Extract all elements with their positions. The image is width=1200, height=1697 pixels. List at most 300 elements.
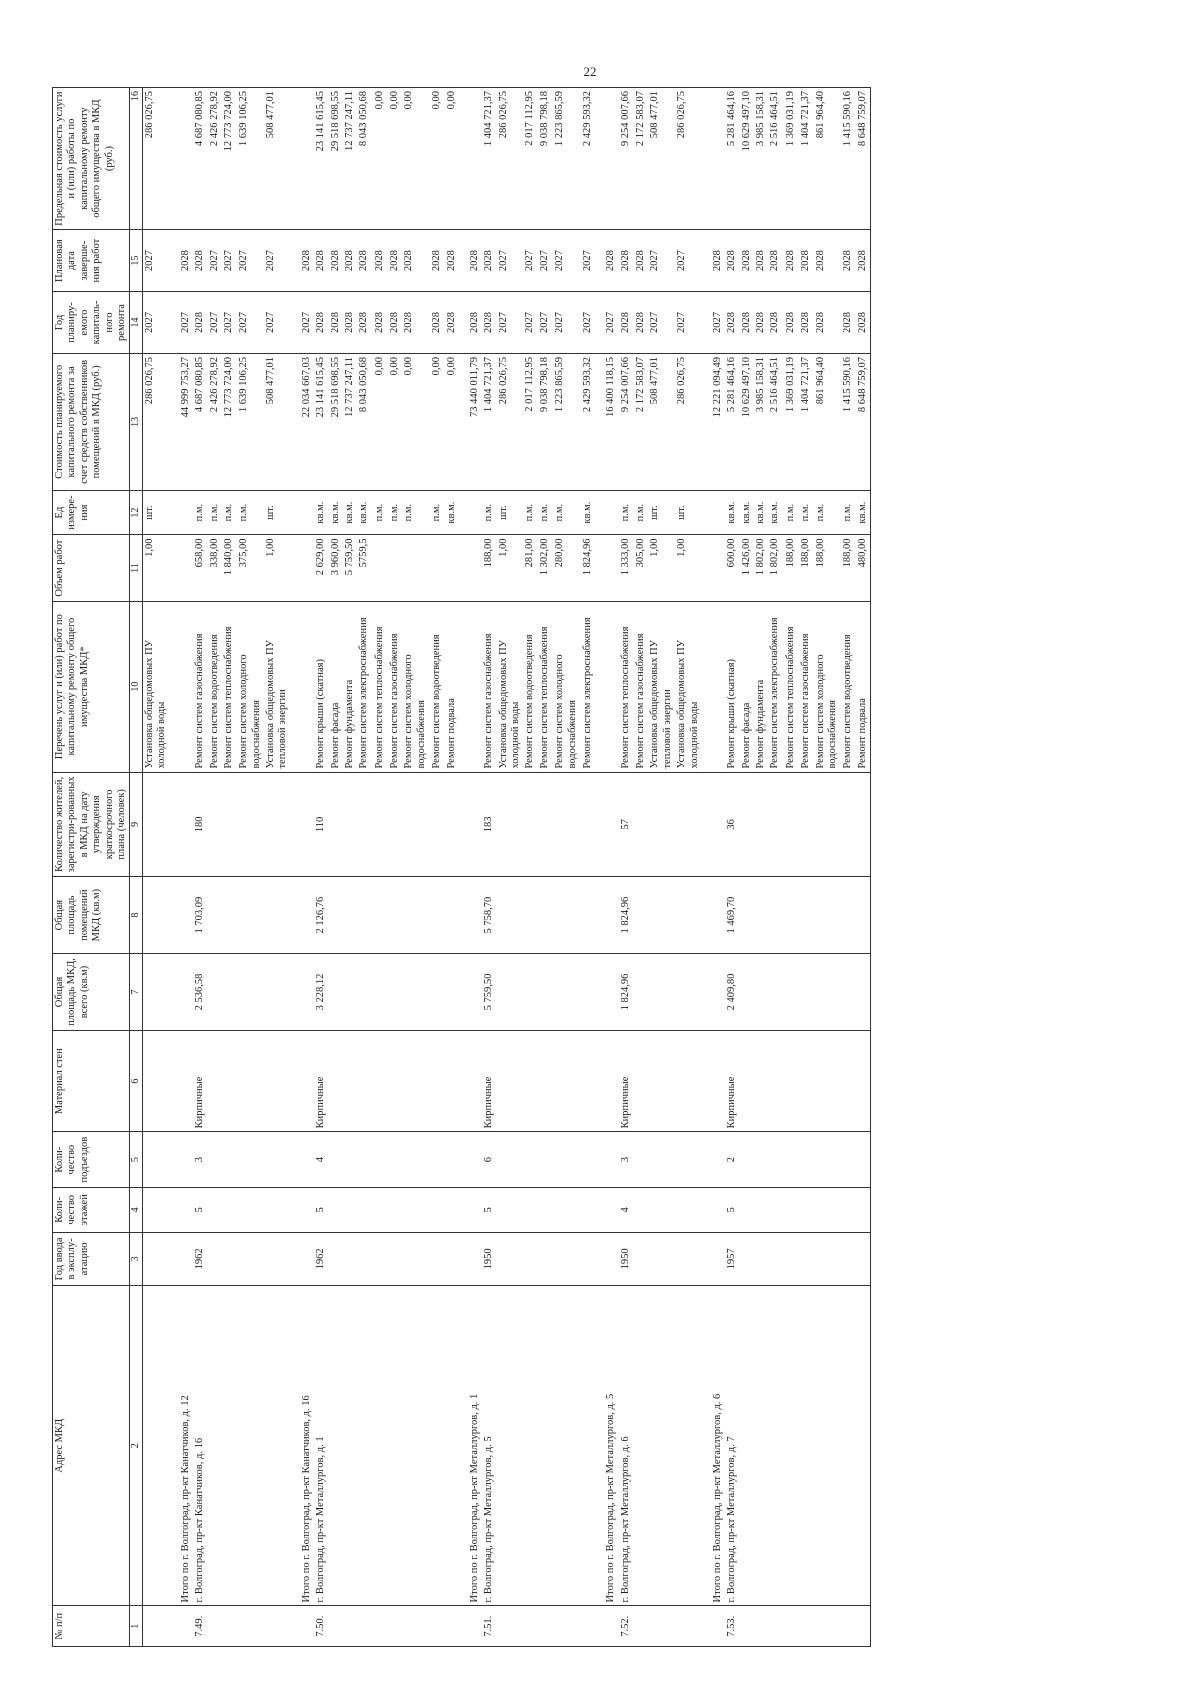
entrances-cell: [170, 1132, 193, 1188]
wall-material-cell: [445, 1030, 459, 1131]
total-area-cell: [372, 954, 387, 1031]
completion-date-cell: 2028: [595, 230, 618, 292]
total-area-cell: [143, 954, 170, 1031]
wall-material-cell: [387, 1030, 402, 1131]
entrances-cell: [798, 1132, 813, 1188]
commission-year-cell: [236, 1232, 264, 1285]
total-area-cell: 5 759,50: [482, 954, 496, 1031]
residents-cell: [675, 772, 702, 877]
row-number: [170, 1606, 193, 1647]
completion-date-cell: 2028: [798, 230, 813, 292]
planned-cost-cell: 286 026,75: [675, 353, 702, 490]
table-row: [783, 88, 798, 1647]
planned-cost-cell: 12 221 094,49: [702, 353, 725, 490]
work-type-cell: Ремонт систем холодного водоснабжения: [552, 601, 580, 772]
total-area-cell: [856, 954, 871, 1031]
commission-year-cell: 1957: [725, 1232, 739, 1285]
repair-year-cell: 2028: [402, 292, 429, 354]
column-number: 5: [130, 1132, 143, 1188]
row-number: 7.49.: [193, 1606, 207, 1647]
planned-cost-cell: 861 964,40: [814, 353, 841, 490]
work-type-cell: Ремонт систем холодного водоснабжения: [814, 601, 841, 772]
repair-year-cell: 2028: [633, 292, 648, 354]
floors-cell: [675, 1187, 702, 1232]
entrances-cell: [402, 1132, 429, 1188]
column-number: 9: [130, 772, 143, 877]
entrances-cell: [633, 1132, 648, 1188]
work-volume-cell: 188,00: [482, 535, 496, 601]
premises-area-cell: [595, 877, 618, 954]
wall-material-cell: [264, 1030, 291, 1131]
work-type-cell: Ремонт систем газоснабжения: [482, 601, 496, 772]
work-volume-cell: [387, 535, 402, 601]
unit-cell: кв.м.: [445, 490, 459, 535]
work-type-cell: Ремонт подвала: [445, 601, 459, 772]
planned-cost-cell: 508 477,01: [648, 353, 675, 490]
unit-cell: шт.: [675, 490, 702, 535]
cost-limit-cell: 1 415 590,16: [840, 88, 855, 230]
unit-cell: п.м.: [236, 490, 264, 535]
entrances-cell: [754, 1132, 768, 1188]
address-cell: [580, 1286, 595, 1606]
work-volume-cell: 480,00: [856, 535, 871, 601]
work-volume-cell: 1 426,00: [740, 535, 754, 601]
work-type-cell: Ремонт крыши (скатная): [314, 601, 328, 772]
column-number: 11: [130, 535, 143, 601]
row-number: [291, 1606, 314, 1647]
wall-material-cell: [343, 1030, 357, 1131]
planned-cost-cell: 2 429 593,32: [580, 353, 595, 490]
premises-area-cell: [445, 877, 459, 954]
repair-year-cell: 2028: [768, 292, 782, 354]
commission-year-cell: [170, 1232, 193, 1285]
completion-date-cell: 2028: [856, 230, 871, 292]
floors-cell: [329, 1187, 343, 1232]
premises-area-cell: [768, 877, 782, 954]
premises-area-cell: 2 126,76: [314, 877, 328, 954]
table-row: [193, 88, 207, 1647]
cost-limit-cell: 1 369 031,19: [783, 88, 798, 230]
entrances-cell: 3: [619, 1132, 633, 1188]
cost-limit-cell: 10 629 497,10: [740, 88, 754, 230]
address-cell: [633, 1286, 648, 1606]
cost-limit-cell: 2 429 593,32: [580, 88, 595, 230]
total-area-cell: [343, 954, 357, 1031]
total-area-cell: [208, 954, 222, 1031]
commission-year-cell: [580, 1232, 595, 1285]
address-cell: [675, 1286, 702, 1606]
table-row: [387, 88, 402, 1647]
unit-cell: п.м.: [372, 490, 387, 535]
wall-material-cell: Кирпичные: [482, 1030, 496, 1131]
address-cell: г. Волгоград, пр-кт Металлургов, д. 1: [314, 1286, 328, 1606]
entrances-cell: [264, 1132, 291, 1188]
unit-cell: шт.: [648, 490, 675, 535]
entrances-cell: [291, 1132, 314, 1188]
address-cell: [754, 1286, 768, 1606]
total-area-cell: [170, 954, 193, 1031]
residents-cell: [633, 772, 648, 877]
entrances-cell: [329, 1132, 343, 1188]
work-type-cell: [170, 601, 193, 772]
residents-cell: [143, 772, 170, 877]
header-cell: Общая площадь МКД, всего (кв.м): [53, 954, 130, 1031]
floors-cell: [357, 1187, 371, 1232]
commission-year-cell: [523, 1232, 537, 1285]
planned-cost-cell: 2 172 583,07: [633, 353, 648, 490]
completion-date-cell: 2028: [633, 230, 648, 292]
total-area-cell: [387, 954, 402, 1031]
total-area-cell: 2 409,80: [725, 954, 739, 1031]
rotated-table-sheet: [52, 87, 1200, 1647]
address-cell: Итого по г. Волгоград, пр-кт Металлургов, д. 1: [459, 1286, 482, 1606]
entrances-cell: [740, 1132, 754, 1188]
work-volume-cell: 188,00: [783, 535, 798, 601]
cost-limit-cell: 286 026,75: [143, 88, 170, 230]
premises-area-cell: [538, 877, 552, 954]
header-cell: Год ввода в эксплу-атацию: [53, 1232, 130, 1285]
repair-year-cell: 2028: [343, 292, 357, 354]
premises-area-cell: [429, 877, 444, 954]
premises-area-cell: [754, 877, 768, 954]
completion-date-cell: 2028: [445, 230, 459, 292]
floors-cell: [648, 1187, 675, 1232]
total-area-cell: [497, 954, 524, 1031]
floors-cell: [856, 1187, 871, 1232]
total-area-cell: [740, 954, 754, 1031]
row-number: [329, 1606, 343, 1647]
completion-date-cell: 2028: [402, 230, 429, 292]
row-number: [357, 1606, 371, 1647]
repair-year-cell: 2027: [291, 292, 314, 354]
residents-cell: [595, 772, 618, 877]
wall-material-cell: [538, 1030, 552, 1131]
commission-year-cell: [264, 1232, 291, 1285]
wall-material-cell: [754, 1030, 768, 1131]
cost-limit-cell: 2 017 112,95: [523, 88, 537, 230]
commission-year-cell: [840, 1232, 855, 1285]
residents-cell: [170, 772, 193, 877]
total-area-cell: [633, 954, 648, 1031]
header-cell: Материал стен: [53, 1030, 130, 1131]
work-type-cell: Ремонт систем газоснабжения: [387, 601, 402, 772]
table-row: [372, 88, 387, 1647]
row-number: [783, 1606, 798, 1647]
premises-area-cell: [675, 877, 702, 954]
premises-area-cell: [143, 877, 170, 954]
column-number: 2: [130, 1286, 143, 1606]
table-row: [740, 88, 754, 1647]
floors-cell: [814, 1187, 841, 1232]
premises-area-cell: [264, 877, 291, 954]
wall-material-cell: [580, 1030, 595, 1131]
row-number: 7.51.: [482, 1606, 496, 1647]
wall-material-cell: [372, 1030, 387, 1131]
planned-cost-cell: 1 415 590,16: [840, 353, 855, 490]
work-type-cell: [595, 601, 618, 772]
wall-material-cell: [291, 1030, 314, 1131]
planned-cost-cell: 2 516 464,51: [768, 353, 782, 490]
entrances-cell: 6: [482, 1132, 496, 1188]
residents-cell: [459, 772, 482, 877]
table-row: [580, 88, 595, 1647]
unit-cell: п.м.: [523, 490, 537, 535]
unit-cell: п.м.: [552, 490, 580, 535]
work-volume-cell: 5759,5: [357, 535, 371, 601]
work-volume-cell: 3 960,00: [329, 535, 343, 601]
planned-cost-cell: 22 034 667,03: [291, 353, 314, 490]
unit-cell: п.м.: [402, 490, 429, 535]
commission-year-cell: [798, 1232, 813, 1285]
entrances-cell: [840, 1132, 855, 1188]
row-number: [429, 1606, 444, 1647]
cost-limit-cell: 8 043 050,68: [357, 88, 371, 230]
entrances-cell: [387, 1132, 402, 1188]
row-number: [595, 1606, 618, 1647]
commission-year-cell: [372, 1232, 387, 1285]
work-volume-cell: [372, 535, 387, 601]
work-volume-cell: [595, 535, 618, 601]
residents-cell: [783, 772, 798, 877]
column-number-row: [130, 88, 143, 1647]
planned-cost-cell: 1 404 721,37: [798, 353, 813, 490]
entrances-cell: [783, 1132, 798, 1188]
floors-cell: 5: [725, 1187, 739, 1232]
wall-material-cell: [236, 1030, 264, 1131]
work-type-cell: Ремонт систем холодного водоснабжения: [236, 601, 264, 772]
entrances-cell: 3: [193, 1132, 207, 1188]
unit-cell: [459, 490, 482, 535]
premises-area-cell: [357, 877, 371, 954]
commission-year-cell: [459, 1232, 482, 1285]
row-number: [402, 1606, 429, 1647]
work-type-cell: Ремонт систем электроснабжения: [357, 601, 371, 772]
commission-year-cell: [429, 1232, 444, 1285]
premises-area-cell: [740, 877, 754, 954]
work-volume-cell: 658,00: [193, 535, 207, 601]
total-row: [459, 88, 482, 1647]
floors-cell: [445, 1187, 459, 1232]
repair-year-cell: 2027: [523, 292, 537, 354]
work-volume-cell: 1,00: [648, 535, 675, 601]
floors-cell: [580, 1187, 595, 1232]
planned-cost-cell: 1 404 721,37: [482, 353, 496, 490]
completion-date-cell: 2027: [552, 230, 580, 292]
repair-year-cell: 2027: [580, 292, 595, 354]
premises-area-cell: [856, 877, 871, 954]
wall-material-cell: [222, 1030, 236, 1131]
row-number: [648, 1606, 675, 1647]
work-type-cell: Ремонт систем водоотведения: [523, 601, 537, 772]
address-cell: [387, 1286, 402, 1606]
wall-material-cell: [675, 1030, 702, 1131]
planned-cost-cell: 29 518 698,55: [329, 353, 343, 490]
premises-area-cell: [648, 877, 675, 954]
commission-year-cell: [740, 1232, 754, 1285]
work-type-cell: [291, 601, 314, 772]
repair-year-cell: 2027: [170, 292, 193, 354]
work-volume-cell: 281,00: [523, 535, 537, 601]
planned-cost-cell: 73 440 011,79: [459, 353, 482, 490]
address-cell: [840, 1286, 855, 1606]
completion-date-cell: 2027: [264, 230, 291, 292]
table-row: [236, 88, 264, 1647]
address-cell: г. Волгоград, пр-кт Металлургов, д. 7: [725, 1286, 739, 1606]
work-type-cell: Ремонт систем теплоснабжения: [538, 601, 552, 772]
header-row: [53, 88, 130, 1647]
planned-cost-cell: 16 400 118,15: [595, 353, 618, 490]
unit-cell: кв.м.: [357, 490, 371, 535]
header-cell: Коли-чество подъездов: [53, 1132, 130, 1188]
wall-material-cell: [768, 1030, 782, 1131]
cost-limit-cell: [702, 88, 725, 230]
row-number: 7.53.: [725, 1606, 739, 1647]
planned-cost-cell: 0,00: [402, 353, 429, 490]
header-cell: Перечень услуг и (или) работ по капитальному ремонту общего имущества МКД*: [53, 601, 130, 772]
floors-cell: 5: [193, 1187, 207, 1232]
repair-year-cell: 2028: [840, 292, 855, 354]
column-number: 13: [130, 353, 143, 490]
entrances-cell: [856, 1132, 871, 1188]
wall-material-cell: [429, 1030, 444, 1131]
total-area-cell: [783, 954, 798, 1031]
row-number: [372, 1606, 387, 1647]
commission-year-cell: [595, 1232, 618, 1285]
address-cell: [856, 1286, 871, 1606]
residents-cell: [702, 772, 725, 877]
entrances-cell: [497, 1132, 524, 1188]
work-volume-cell: [291, 535, 314, 601]
floors-cell: [291, 1187, 314, 1232]
repair-year-cell: 2027: [236, 292, 264, 354]
wall-material-cell: [497, 1030, 524, 1131]
completion-date-cell: 2028: [783, 230, 798, 292]
unit-cell: шт.: [264, 490, 291, 535]
unit-cell: п.м.: [222, 490, 236, 535]
repair-year-cell: 2028: [754, 292, 768, 354]
address-cell: [783, 1286, 798, 1606]
cost-limit-cell: 8 648 759,07: [856, 88, 871, 230]
unit-cell: п.м.: [783, 490, 798, 535]
residents-cell: [798, 772, 813, 877]
address-cell: [740, 1286, 754, 1606]
table-row: [523, 88, 537, 1647]
residents-cell: [648, 772, 675, 877]
cost-limit-cell: 2 426 278,92: [208, 88, 222, 230]
residents-cell: 57: [619, 772, 633, 877]
commission-year-cell: [814, 1232, 841, 1285]
residents-cell: [329, 772, 343, 877]
commission-year-cell: 1950: [482, 1232, 496, 1285]
completion-date-cell: 2028: [343, 230, 357, 292]
unit-cell: кв.м.: [343, 490, 357, 535]
row-number: [768, 1606, 782, 1647]
repair-year-cell: 2028: [314, 292, 328, 354]
work-volume-cell: [429, 535, 444, 601]
planned-cost-cell: 286 026,75: [497, 353, 524, 490]
premises-area-cell: [702, 877, 725, 954]
total-row: [291, 88, 314, 1647]
address-cell: Итого по г. Волгоград, пр-кт Металлургов, д. 6: [702, 1286, 725, 1606]
repair-year-cell: 2028: [783, 292, 798, 354]
completion-date-cell: 2028: [754, 230, 768, 292]
row-number: [538, 1606, 552, 1647]
planned-cost-cell: 0,00: [372, 353, 387, 490]
planned-cost-cell: 5 281 464,16: [725, 353, 739, 490]
completion-date-cell: 2027: [523, 230, 537, 292]
row-number: [633, 1606, 648, 1647]
row-number: [840, 1606, 855, 1647]
work-type-cell: Установка общедомовых ПУ тепловой энергии: [264, 601, 291, 772]
completion-date-cell: 2027: [580, 230, 595, 292]
table-row: [648, 88, 675, 1647]
work-type-cell: Ремонт систем водоотведения: [429, 601, 444, 772]
commission-year-cell: [702, 1232, 725, 1285]
address-cell: [264, 1286, 291, 1606]
unit-cell: кв.м.: [768, 490, 782, 535]
address-cell: Итого по г. Волгоград, пр-кт Канатчиков, д. 12: [170, 1286, 193, 1606]
residents-cell: [429, 772, 444, 877]
address-cell: [429, 1286, 444, 1606]
work-volume-cell: 1,00: [675, 535, 702, 601]
repair-year-cell: 2028: [387, 292, 402, 354]
planned-cost-cell: 44 999 753,27: [170, 353, 193, 490]
cost-limit-cell: 0,00: [387, 88, 402, 230]
floors-cell: [702, 1187, 725, 1232]
commission-year-cell: [208, 1232, 222, 1285]
commission-year-cell: [538, 1232, 552, 1285]
floors-cell: [798, 1187, 813, 1232]
total-area-cell: [222, 954, 236, 1031]
cost-limit-cell: 0,00: [429, 88, 444, 230]
repair-year-cell: 2027: [675, 292, 702, 354]
cost-limit-cell: [291, 88, 314, 230]
premises-area-cell: [783, 877, 798, 954]
table-row: [840, 88, 855, 1647]
total-area-cell: [648, 954, 675, 1031]
header-cell: Год планиру-емого капиталь-ного ремонта: [53, 292, 130, 354]
total-area-cell: [814, 954, 841, 1031]
column-number: 16: [130, 88, 143, 230]
column-number: 4: [130, 1187, 143, 1232]
completion-date-cell: 2027: [208, 230, 222, 292]
address-cell: Итого по г. Волгоград, пр-кт Металлургов, д. 5: [595, 1286, 618, 1606]
row-number: [798, 1606, 813, 1647]
header-cell: Объем работ: [53, 535, 130, 601]
cost-limit-cell: 12 737 247,11: [343, 88, 357, 230]
work-volume-cell: [702, 535, 725, 601]
address-cell: [372, 1286, 387, 1606]
work-type-cell: Установка общедомовых ПУ холодной воды: [143, 601, 170, 772]
floors-cell: 4: [619, 1187, 633, 1232]
floors-cell: [170, 1187, 193, 1232]
address-cell: [236, 1286, 264, 1606]
completion-date-cell: 2027: [236, 230, 264, 292]
table-row: [814, 88, 841, 1647]
residents-cell: [208, 772, 222, 877]
wall-material-cell: [552, 1030, 580, 1131]
work-type-cell: Ремонт фасада: [329, 601, 343, 772]
entrances-cell: [222, 1132, 236, 1188]
residents-cell: [840, 772, 855, 877]
premises-area-cell: [222, 877, 236, 954]
repair-year-cell: 2028: [619, 292, 633, 354]
row-number: [387, 1606, 402, 1647]
residents-cell: [814, 772, 841, 877]
floors-cell: [208, 1187, 222, 1232]
planned-cost-cell: 23 141 615,45: [314, 353, 328, 490]
entrances-cell: [523, 1132, 537, 1188]
